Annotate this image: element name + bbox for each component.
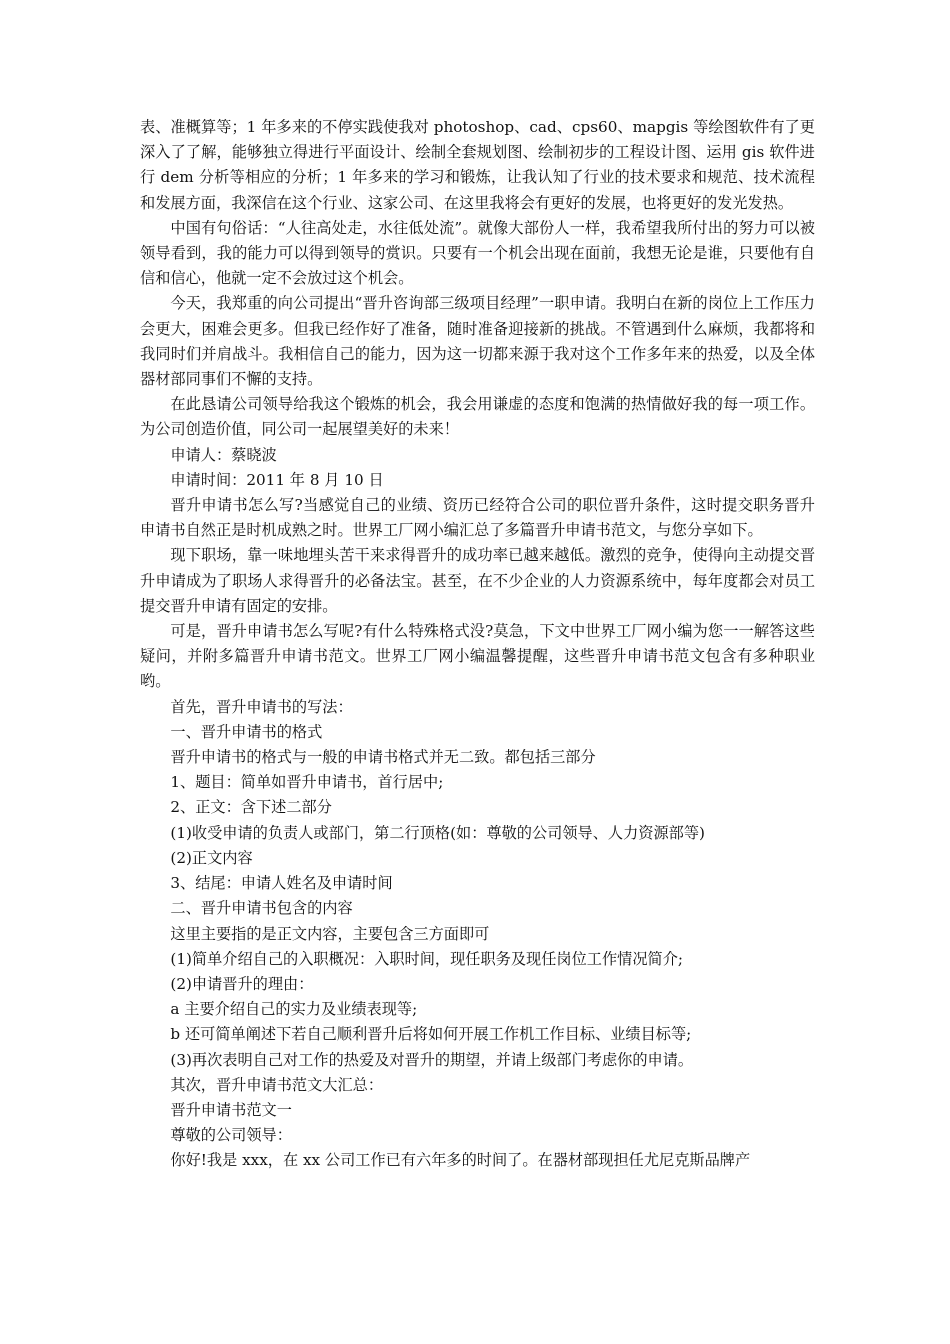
list-line: 1、题目：简单如晋升申请书，首行居中;: [170, 773, 444, 792]
body-paragraph: 你好!我是 xxx，在 xx 公司工作已有六年多的时间了。在器材部现担任尤尼克斯品牌产: [170, 1151, 751, 1170]
list-line: 其次，晋升申请书范文大汇总：: [170, 1075, 384, 1094]
section-heading: 二、晋升申请书包含的内容: [170, 899, 353, 918]
applicant-name: 申请人：蔡晓波: [170, 445, 277, 464]
list-line: a 主要介绍自己的实力及业绩表现等;: [170, 1000, 418, 1019]
list-line: (1)收受申请的负责人或部门，第二行顶格(如：尊敬的公司领导、人力资源部等): [170, 823, 705, 842]
salutation: 尊敬的公司领导：: [170, 1126, 292, 1145]
list-line: 这里主要指的是正文内容，主要包含三方面即可: [170, 924, 490, 943]
section-heading: 一、晋升申请书的格式: [170, 722, 323, 741]
list-line: (2)申请晋升的理由：: [170, 974, 314, 993]
list-line: (2)正文内容: [170, 848, 253, 867]
list-line: 3、结尾：申请人姓名及申请时间: [170, 874, 393, 893]
body-paragraph: 在此恳请公司领导给我这个锻炼的机会，我会用谦虚的态度和饱满的热情做好我的每一项工作。为公司创造价值，同公司一起展望美好的未来！: [140, 395, 815, 439]
body-paragraph: 中国有句俗话：“人往高处走，水往低处流”。就像大部份人一样，我希望我所付出的努力可以被领导看到，我的能力可以得到领导的赏识。只要有一个机会出现在面前，我想无论是谁，只要他有自信和信心，他就一定不会放过这个机会。: [140, 218, 815, 288]
list-line: (3)再次表明自己对工作的热爱及对晋升的期望，并请上级部门考虑你的申请。: [170, 1050, 694, 1069]
list-line: 2、正文：含下述二部分: [170, 798, 332, 817]
application-date: 申请时间：2011 年 8 月 10 日: [170, 470, 384, 489]
document-page: [140, 115, 815, 1174]
list-line: (1)简单介绍自己的入职概况：入职时间，现任职务及现任岗位工作情况简介;: [170, 949, 684, 968]
sample-title: 晋升申请书范文一: [170, 1100, 292, 1119]
list-line: b 还可简单阐述下若自己顺利晋升后将如何开展工作机工作目标、业绩目标等;: [170, 1025, 692, 1044]
body-paragraph: 晋升申请书怎么写?当感觉自己的业绩、资历已经符合公司的职位晋升条件，这时提交职务晋升申请书自然正是时机成熟之时。世界工厂网小编汇总了多篇晋升申请书范文，与您分享如下。: [140, 496, 815, 540]
body-paragraph: 现下职场，靠一味地埋头苦干来求得晋升的成功率已越来越低。激烈的竞争，使得向主动提交晋升申请成为了职场人求得晋升的必备法宝。甚至，在不少企业的人力资源系统中，每年度都会对员工提交晋升申请有固定的安排。: [140, 546, 815, 615]
list-line: 晋升申请书的格式与一般的申请书格式并无二致。都包括三部分: [170, 748, 596, 767]
list-line: 首先，晋升申请书的写法：: [170, 697, 353, 716]
body-paragraph: 可是，晋升申请书怎么写呢?有什么特殊格式没?莫急，下文中世界工厂网小编为您一一解答这些疑问，并附多篇晋升申请书范文。世界工厂网小编温馨提醒，这些晋升申请书范文包含有多种职业哟。: [140, 622, 815, 691]
body-paragraph: 表、准概算等；1 年多来的不停实践使我对 photoshop、cad、cps60、mapgis 等绘图软件有了更深入了了解，能够独立得进行平面设计、绘制全套规划图、绘制初步的工程设计图、运用 gis 软件进行 dem 分析等相应的分析；1 年多来的学习和锻炼，让我认知了行业的技术要求和规范、技术流程和发展方面，我深信在这个行业、这家公司、在这里我将会有更好的发展，也将更好的发光发热。: [140, 118, 815, 212]
body-paragraph: 今天，我郑重的向公司提出“晋升咨询部三级项目经理”一职申请。我明白在新的岗位上工作压力会更大，困难会更多。但我已经作好了准备，随时准备迎接新的挑战。不管遇到什么麻烦，我都将和我同时们并肩战斗。我相信自己的能力，因为这一切都来源于我对这个工作多年来的热爱，以及全体器材部同事们不懈的支持。: [140, 294, 815, 389]
